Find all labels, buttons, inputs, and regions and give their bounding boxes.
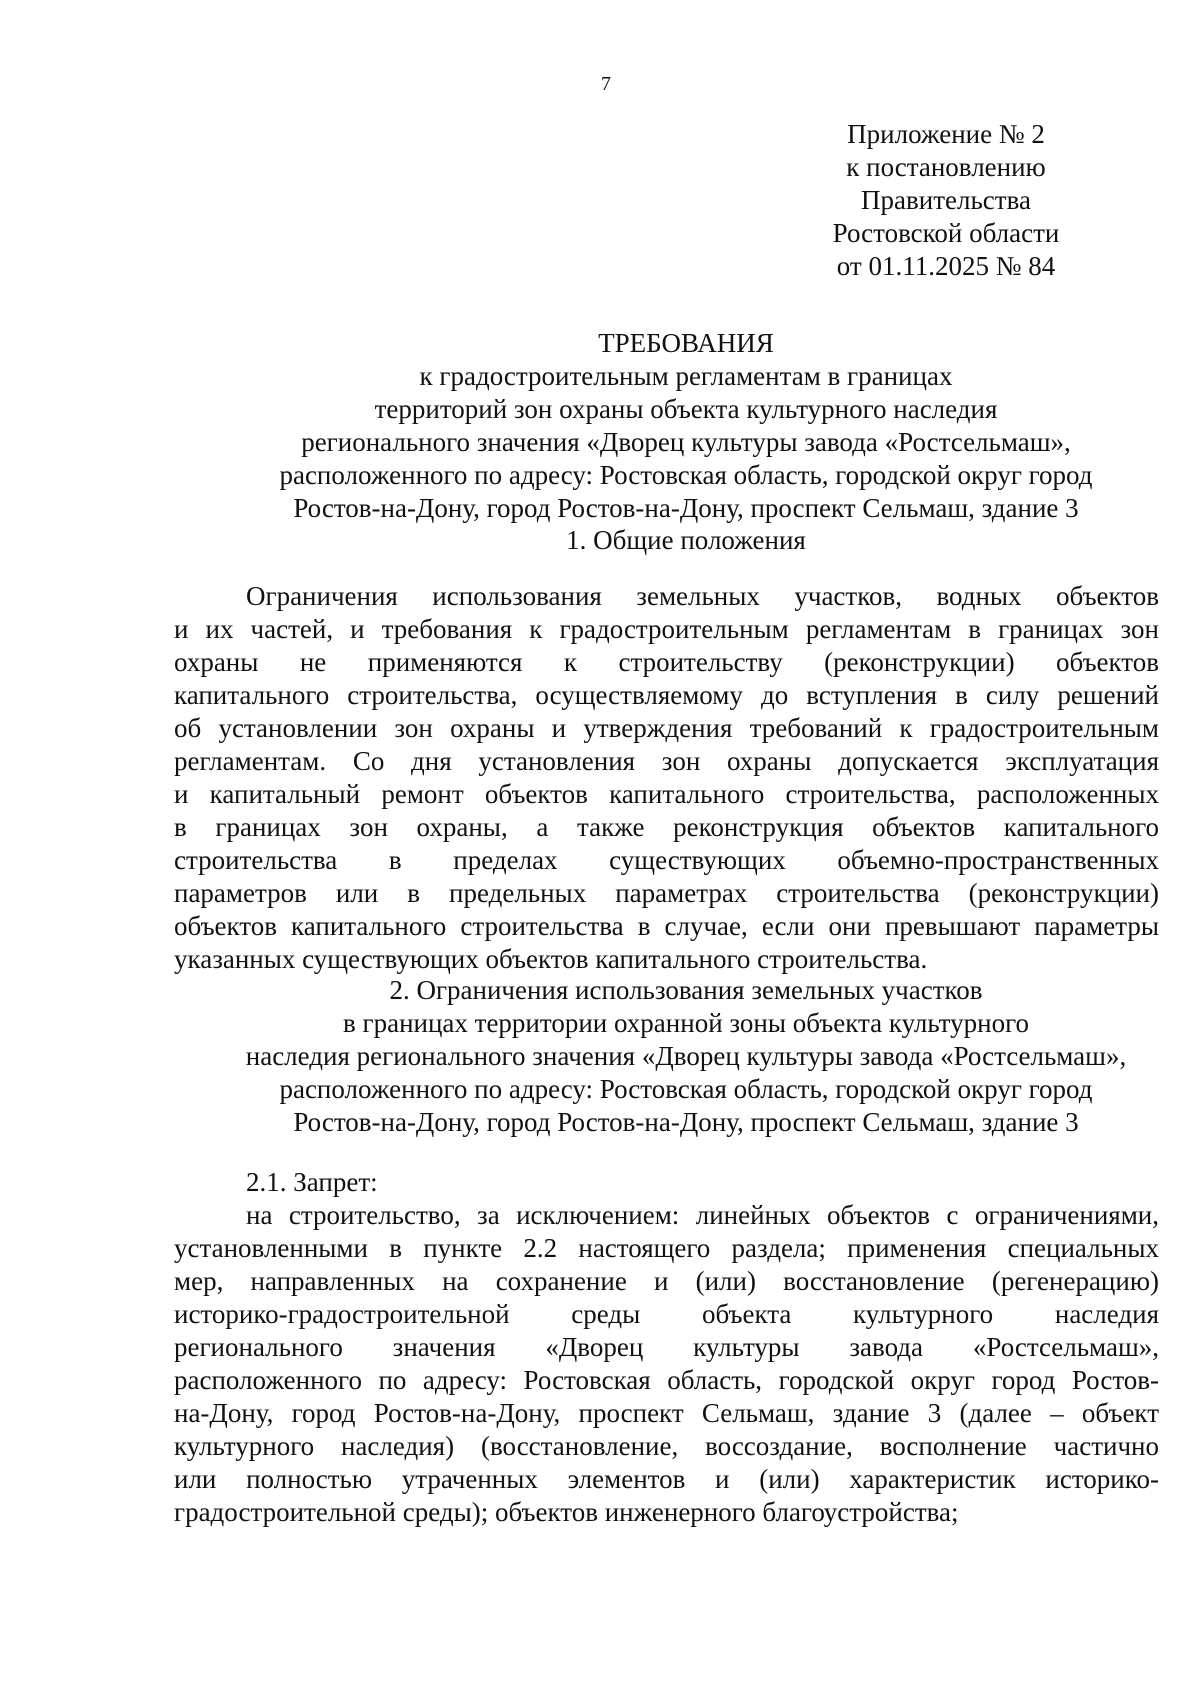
title-line: Ростов-на-Дону, город Ростов-на-Дону, проспект Сельмаш, здание 3 <box>293 493 1079 523</box>
paragraph-line: или полностью утраченных элементов и (или) характеристик историко- <box>174 1464 1159 1494</box>
page-number: 7 <box>601 73 611 95</box>
section-2-heading <box>160 974 1200 1139</box>
appendix-line: Приложение № 2 <box>847 119 1045 149</box>
paragraph-line: регламентам. Со дня установления зон охраны допускается эксплуатация <box>174 746 1159 776</box>
paragraph-line: градостроительной среды); объектов инженерного благоустройства; <box>174 1497 959 1527</box>
paragraph-line: капитального строительства, осуществляемому до вступления в силу решений <box>174 680 1159 710</box>
title-line: к градостроительным регламентам в границах <box>419 361 953 391</box>
title-line: расположенного по адресу: Ростовская область, городской округ город <box>279 460 1093 490</box>
appendix-line: Правительства <box>861 185 1031 215</box>
title-heading: ТРЕБОВАНИЯ <box>598 328 774 358</box>
paragraph-line: указанных существующих объектов капитального строительства. <box>174 944 928 974</box>
appendix-line: Ростовской области <box>832 218 1060 248</box>
paragraph-line: установленными в пункте 2.2 настоящего раздела; применения специальных <box>174 1233 1159 1263</box>
section-2-heading-line: Ростов-на-Дону, город Ростов-на-Дону, проспект Сельмаш, здание 3 <box>293 1107 1079 1137</box>
title-line: территорий зон охраны объекта культурного наследия <box>374 394 998 424</box>
paragraph-line: параметров или в предельных параметрах строительства (реконструкции) <box>174 878 1159 908</box>
section-2-paragraph <box>174 1166 1159 1529</box>
document-title <box>160 327 1200 525</box>
section-1-heading-text: 1. Общие положения <box>566 525 806 555</box>
appendix-line: к постановлению <box>846 152 1046 182</box>
paragraph-line: об установлении зон охраны и утверждения требований к градостроительным <box>174 713 1159 743</box>
paragraph-line: охраны не применяются к строительству (реконструкции) объектов <box>174 647 1159 677</box>
paragraph-line: и их частей, и требования к градостроительным регламентам в границах зон <box>174 614 1159 644</box>
section-2-heading-line: в границах территории охранной зоны объекта культурного <box>343 1008 1029 1038</box>
section-1-heading <box>160 524 1200 557</box>
paragraph-line: строительства в пределах существующих объемно-пространственных <box>174 845 1159 875</box>
paragraph-line: регионального значения «Дворец культуры завода «Ростсельмаш», <box>174 1332 1159 1362</box>
paragraph-line: на-Дону, город Ростов-на-Дону, проспект Сельмаш, здание 3 (далее – объект <box>174 1398 1159 1428</box>
paragraph-line: в границах зон охраны, а также реконструкция объектов капитального <box>174 812 1159 842</box>
section-1-paragraph <box>174 580 1159 976</box>
paragraph-line: объектов капитального строительства в случае, если они превышают параметры <box>174 911 1159 941</box>
paragraph-line: расположенного по адресу: Ростовская область, городской округ город Ростов- <box>174 1365 1159 1395</box>
clause-number: 2.1. Запрет: <box>246 1167 378 1197</box>
paragraph-line: историко-градостроительной среды объекта культурного наследия <box>174 1299 1159 1329</box>
section-2-heading-line: 2. Ограничения использования земельных участков <box>389 975 983 1005</box>
paragraph-line: культурного наследия) (восстановление, воссоздание, восполнение частично <box>174 1431 1159 1461</box>
section-2-heading-line: расположенного по адресу: Ростовская область, городской округ город <box>279 1074 1093 1104</box>
appendix-line: от 01.11.2025 № 84 <box>836 251 1056 281</box>
paragraph-line: на строительство, за исключением: линейных объектов с ограничениями, <box>246 1200 1159 1230</box>
paragraph-line: и капитальный ремонт объектов капитального строительства, расположенных <box>174 779 1159 809</box>
appendix-reference <box>800 118 1092 283</box>
title-line: регионального значения «Дворец культуры завода «Ростсельмаш», <box>301 427 1071 457</box>
paragraph-line: мер, направленных на сохранение и (или) восстановление (регенерацию) <box>174 1266 1159 1296</box>
section-2-heading-line: наследия регионального значения «Дворец культуры завода «Ростсельмаш», <box>245 1041 1127 1071</box>
paragraph-line: Ограничения использования земельных участков, водных объектов <box>246 581 1159 611</box>
